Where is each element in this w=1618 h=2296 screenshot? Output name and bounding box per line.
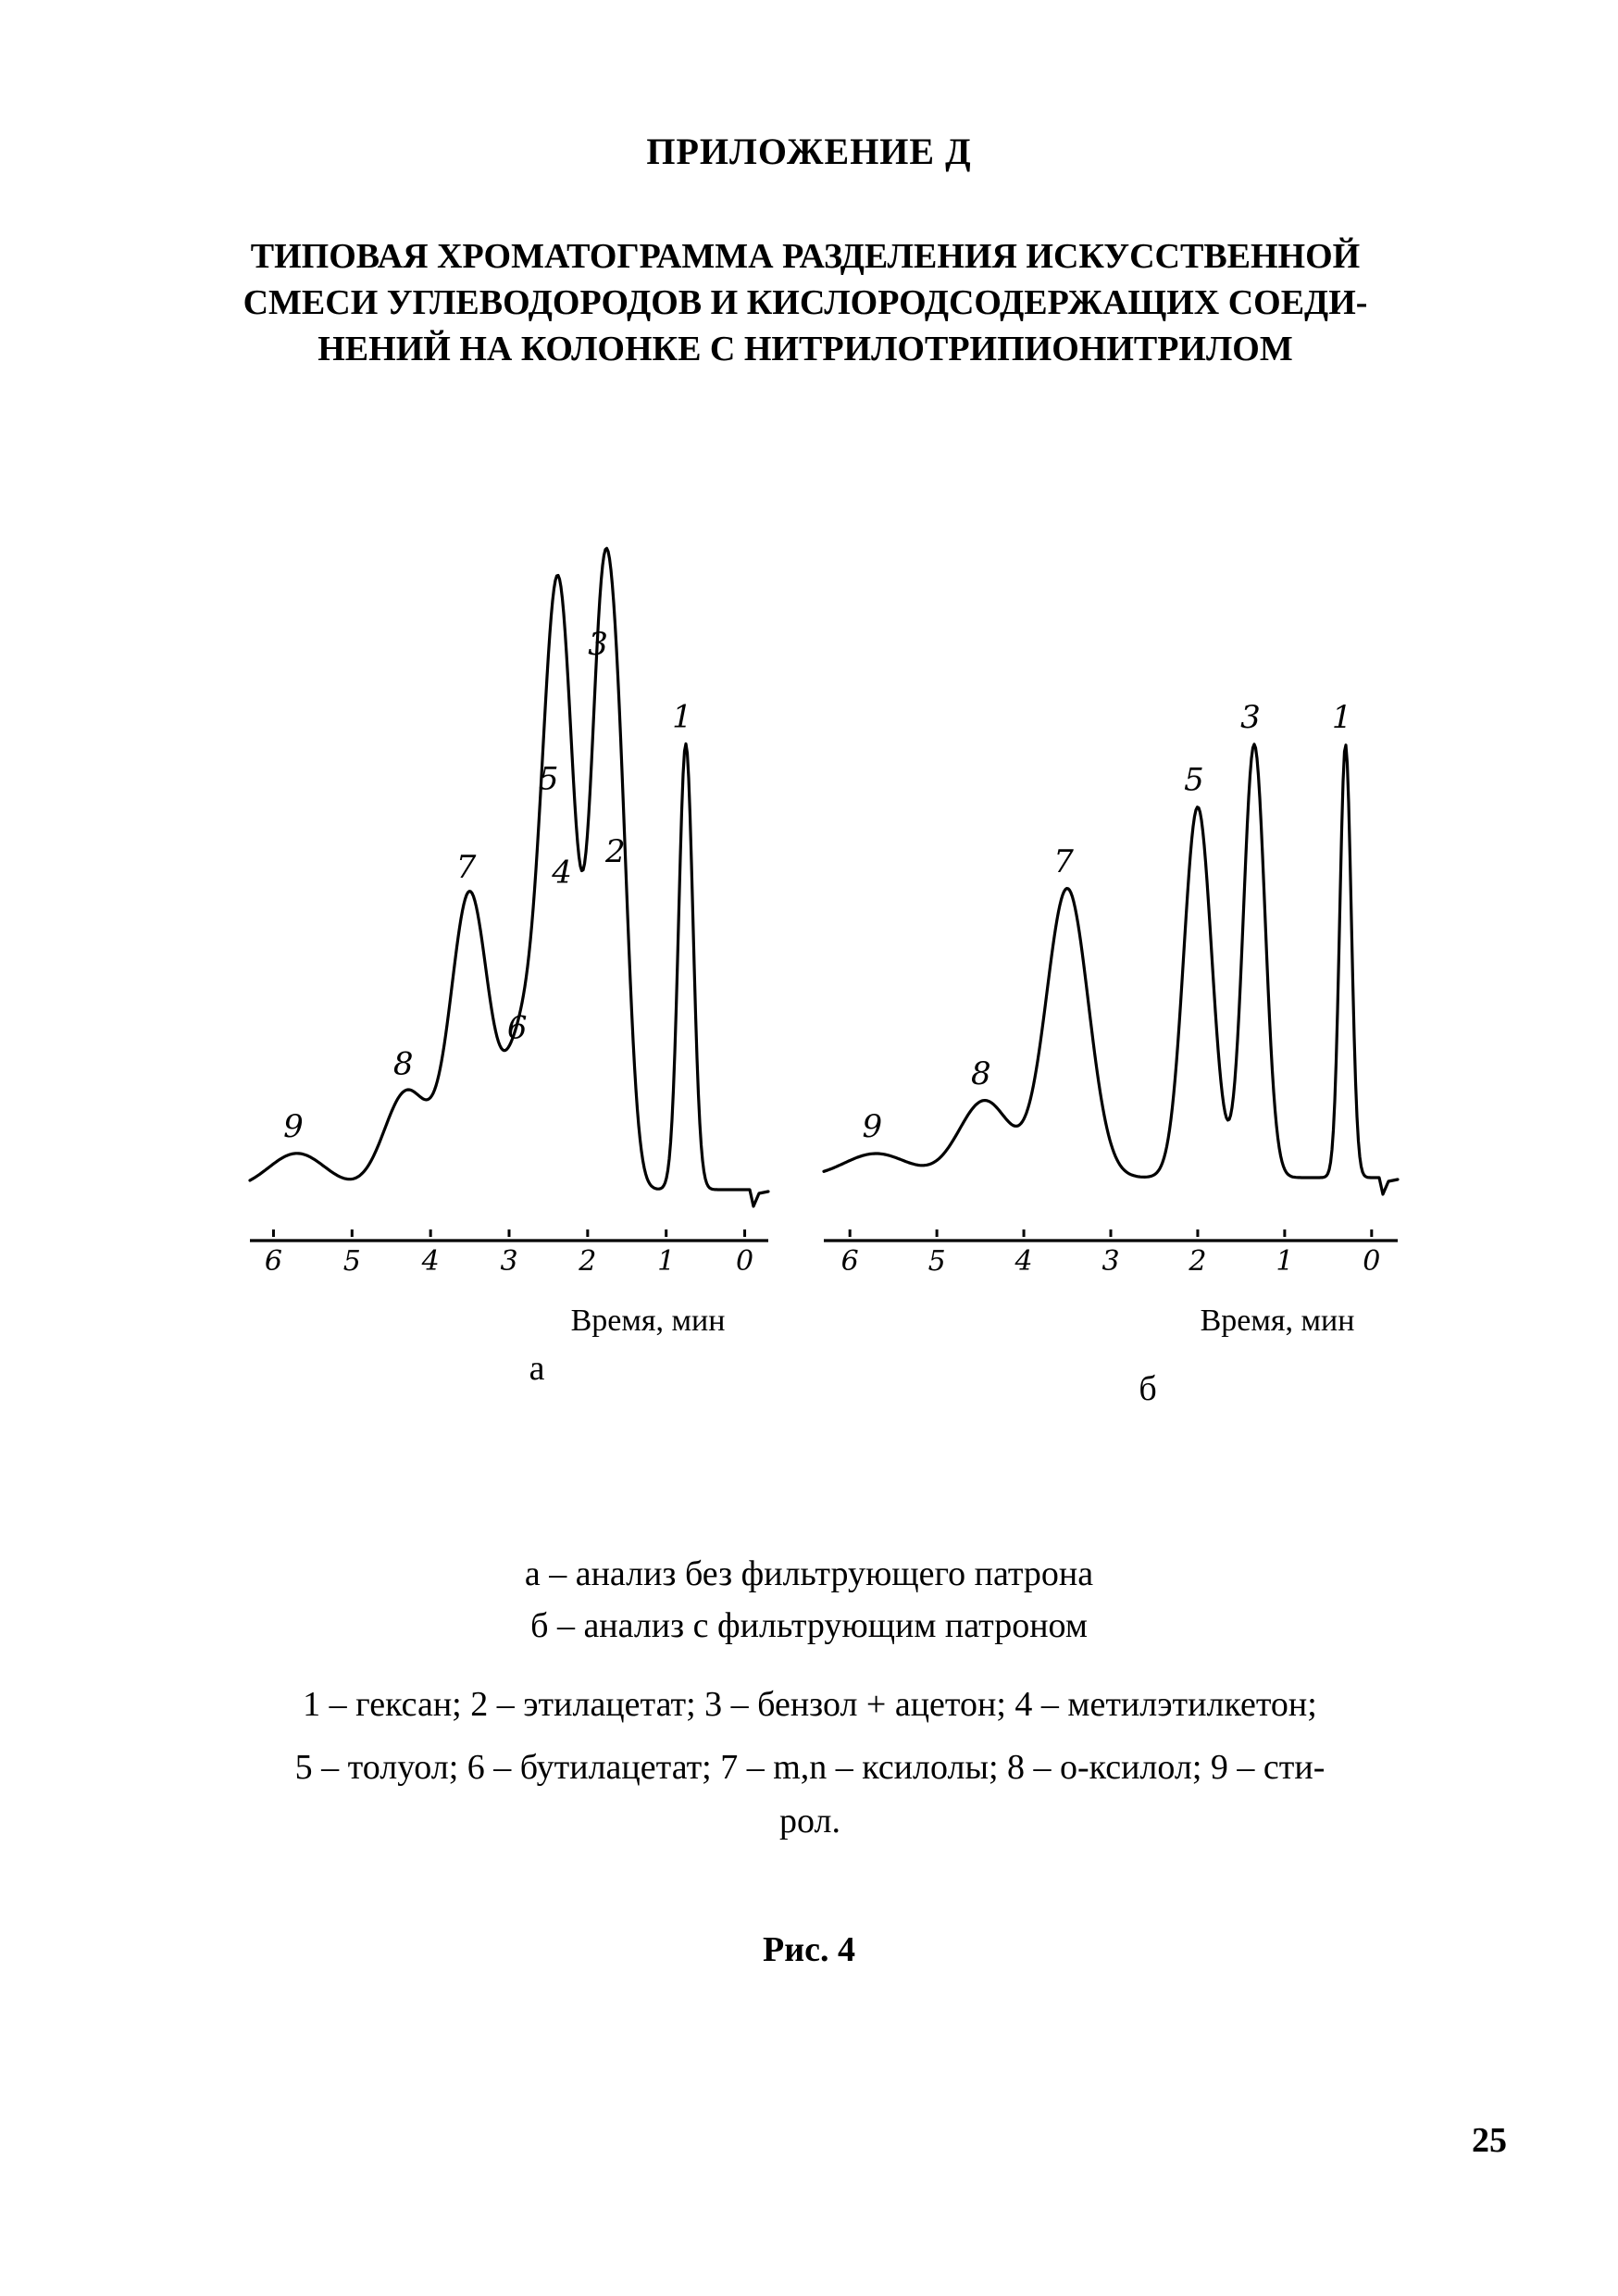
compound-key-line: 1 – гексан; 2 – этилацетат; 3 – бензол + ацетон; 4 – метилэтилкетон; <box>303 1685 1317 1724</box>
page-number: 25 <box>1472 2121 1507 2160</box>
tick-label: 4 <box>1014 1245 1033 1278</box>
title-line: НЕНИЙ НА КОЛОНКЕ С НИТРИЛОТРИПИОНИТРИЛОМ <box>317 330 1293 368</box>
tick-label: 2 <box>579 1245 597 1278</box>
tick-label: 0 <box>735 1245 754 1278</box>
panel-letter: б <box>1139 1369 1157 1408</box>
title-line: СМЕСИ УГЛЕВОДОРОДОВ И КИСЛОРОДСОДЕРЖАЩИХ СОЕДИ- <box>243 283 1368 322</box>
tick-label: 5 <box>927 1245 946 1278</box>
panel-legend-b: б – анализ с фильтрующим патроном <box>530 1606 1088 1645</box>
tick-label: 2 <box>1189 1245 1207 1278</box>
title-line: ТИПОВАЯ ХРОМАТОГРАММА РАЗДЕЛЕНИЯ ИСКУССТВЕННОЙ <box>250 237 1361 276</box>
chromatogram-trace-б <box>824 744 1398 1194</box>
tick-label: 1 <box>1276 1245 1294 1278</box>
tick-label: 1 <box>657 1245 676 1278</box>
compound-key <box>222 1678 1398 1848</box>
appendix-heading: ПРИЛОЖЕНИЕ Д <box>646 131 972 172</box>
tick-label: 6 <box>264 1245 283 1278</box>
figure-caption: Рис. 4 <box>763 1930 855 1969</box>
peak-label: 5 <box>1184 761 1204 799</box>
panel-legend <box>0 1548 1618 1652</box>
peak-label: 3 <box>1240 699 1261 736</box>
panel-legend-a: а – анализ без фильтрующего патрона <box>524 1554 1094 1593</box>
axis-title: Время, мин <box>1200 1304 1355 1338</box>
peak-label: 9 <box>283 1107 304 1145</box>
peak-label: 8 <box>392 1045 414 1083</box>
peak-label: 2 <box>604 833 626 870</box>
tick-label: 6 <box>840 1245 859 1278</box>
peak-label: 7 <box>455 848 477 886</box>
tick-label: 0 <box>1363 1245 1381 1278</box>
compound-key-line: рол. <box>779 1802 840 1841</box>
tick-label: 4 <box>421 1245 440 1278</box>
peak-label: 3 <box>588 626 608 663</box>
axis-title: Время, мин <box>570 1304 726 1338</box>
peak-label: 7 <box>1053 843 1074 880</box>
tick-label: 5 <box>342 1245 361 1278</box>
peak-label: 4 <box>552 854 572 892</box>
tick-label: 3 <box>1101 1245 1120 1278</box>
tick-label: 3 <box>500 1245 518 1278</box>
peak-label: 8 <box>970 1054 991 1092</box>
peak-label: 1 <box>1331 699 1352 736</box>
compound-key-line: 5 – толуол; 6 – бутилацетат; 7 – m,n – ксилолы; 8 – о-ксилол; 9 – сти- <box>294 1748 1326 1787</box>
peak-label: 5 <box>538 760 559 798</box>
peak-label: 1 <box>672 698 692 736</box>
panel-letter: а <box>529 1349 545 1388</box>
peak-label: 6 <box>506 1009 528 1047</box>
chromatogram-trace-а <box>250 548 768 1206</box>
peak-label: 9 <box>862 1108 883 1145</box>
